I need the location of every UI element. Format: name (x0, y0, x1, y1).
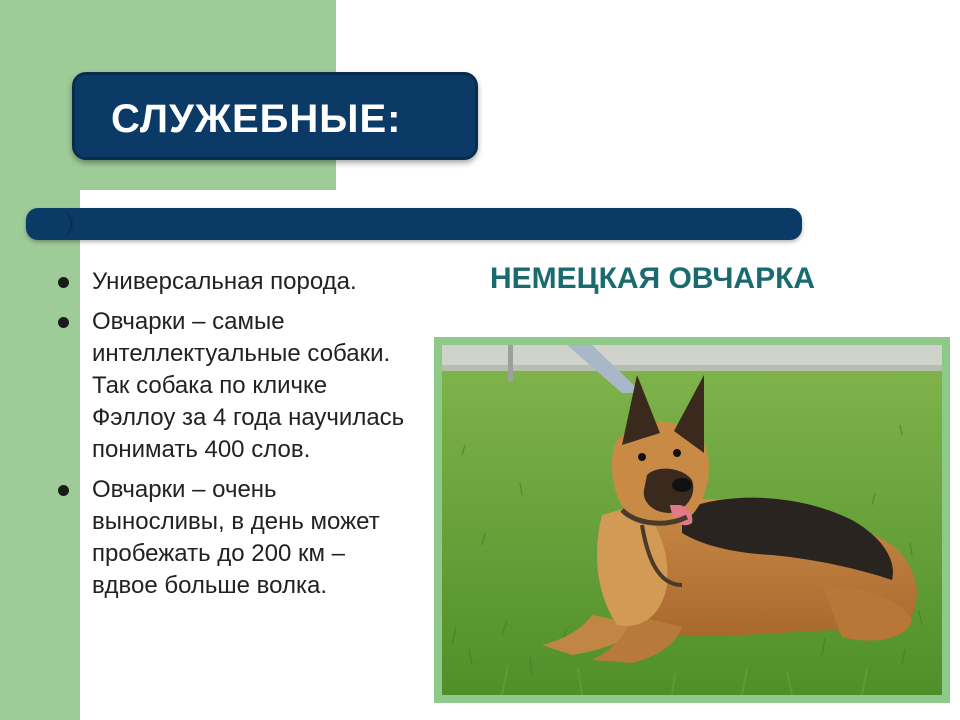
bullet-text: Овчарки – самые интеллектуальные собаки. Так собака по кличке Фэллоу за 4 года научилась понимать 400 слов. (92, 308, 405, 463)
bullet-dot-icon (58, 485, 69, 496)
bullet-item (58, 266, 408, 298)
bullet-text: Овчарки – очень выносливы, в день может пробежать до 200 км – вдвое больше волка. (92, 476, 380, 599)
title-box (72, 72, 478, 160)
bullet-item (58, 306, 408, 466)
divider-bar-cap (26, 210, 73, 238)
german-shepherd-photo (442, 345, 942, 695)
bullet-dot-icon (58, 277, 69, 288)
slide-title: СЛУЖЕБНЫЕ: (111, 97, 402, 141)
bullet-item (58, 474, 408, 602)
bullet-dot-icon (58, 317, 69, 328)
bullet-list (58, 266, 408, 610)
photo-frame (434, 337, 950, 703)
breed-title: НЕМЕЦКАЯ ОВЧАРКА (490, 262, 816, 295)
bullet-text: Универсальная порода. (92, 268, 357, 295)
divider-bar (26, 208, 802, 240)
